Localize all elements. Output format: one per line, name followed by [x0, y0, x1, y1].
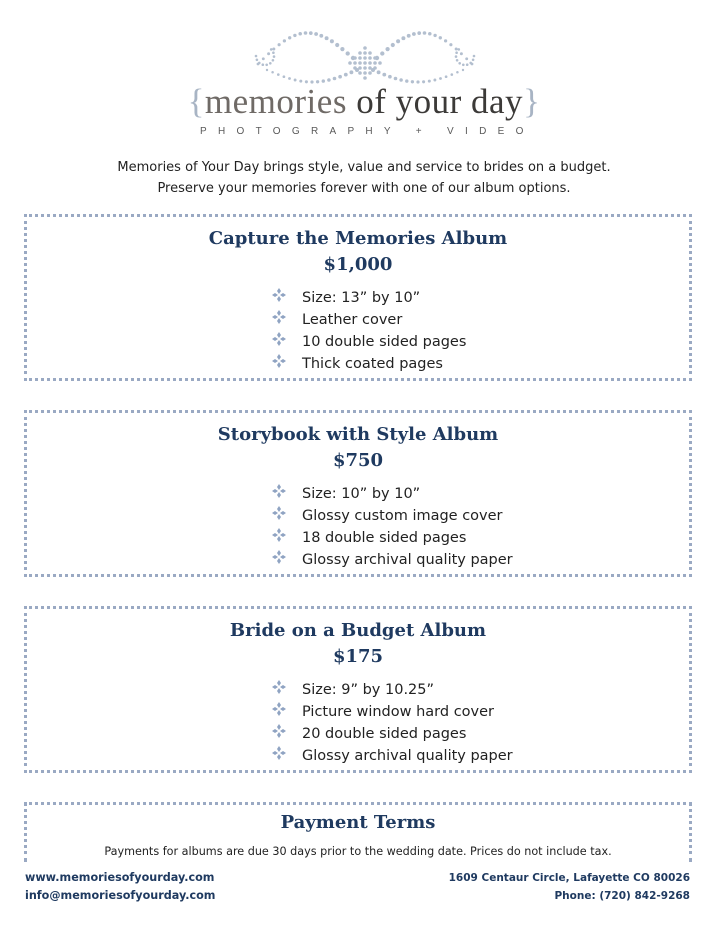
album-price: $1,000 — [323, 254, 393, 275]
brand-brace-open: { — [187, 82, 205, 121]
email-link[interactable]: info@memoriesofyourday.com — [25, 889, 216, 902]
feature-text: Leather cover — [302, 312, 403, 328]
diamond-bullet-icon — [272, 354, 286, 368]
brand-name — [0, 82, 728, 122]
feature-text: Thick coated pages — [302, 356, 443, 372]
album-box-budget — [24, 606, 692, 773]
feature-text: Size: 10” by 10” — [302, 486, 421, 502]
brand-brace-close: } — [523, 82, 541, 121]
footer-address — [449, 869, 690, 905]
diamond-bullet-icon — [272, 528, 286, 542]
payment-title: Payment Terms — [280, 812, 436, 833]
logo — [0, 0, 728, 145]
feature-text: 10 double sided pages — [302, 334, 467, 350]
album-price: $175 — [332, 646, 384, 667]
website-link[interactable]: www.memoriesofyourday.com — [25, 871, 215, 884]
diamond-bullet-icon — [272, 680, 286, 694]
feature-item — [272, 483, 513, 505]
feature-item — [272, 287, 466, 309]
diamond-bullet-icon — [272, 288, 286, 302]
album-title: Bride on a Budget Album — [229, 620, 487, 641]
feature-text: 20 double sided pages — [302, 726, 467, 742]
feature-item — [272, 549, 513, 571]
album-features — [272, 483, 513, 571]
decorative-swirl-icon — [250, 18, 480, 88]
intro-line-2: Preserve your memories forever with one of our album options. — [157, 181, 571, 196]
feature-text: Size: 13” by 10” — [302, 290, 421, 306]
brand-name-part1: memories — [204, 82, 347, 121]
feature-item — [272, 331, 466, 353]
diamond-bullet-icon — [272, 702, 286, 716]
feature-item — [272, 745, 513, 767]
feature-text: Picture window hard cover — [302, 704, 494, 720]
album-box-storybook — [24, 410, 692, 577]
feature-item — [272, 679, 513, 701]
diamond-bullet-icon — [272, 724, 286, 738]
feature-item — [272, 505, 513, 527]
album-features — [272, 679, 513, 767]
feature-text: Glossy archival quality paper — [302, 748, 513, 764]
diamond-bullet-icon — [272, 506, 286, 520]
album-title: Storybook with Style Album — [217, 424, 499, 445]
feature-item — [272, 309, 466, 331]
album-title: Capture the Memories Album — [208, 228, 508, 249]
intro — [0, 157, 728, 199]
footer-contact — [25, 869, 215, 905]
album-price: $750 — [332, 450, 384, 471]
diamond-bullet-icon — [272, 332, 286, 346]
diamond-bullet-icon — [272, 746, 286, 760]
feature-item — [272, 353, 466, 375]
album-features — [272, 287, 466, 375]
album-box-capture — [24, 214, 692, 381]
address-text: 1609 Centaur Circle, Lafayette CO 80026 — [448, 872, 690, 884]
feature-item — [272, 527, 513, 549]
diamond-bullet-icon — [272, 310, 286, 324]
diamond-bullet-icon — [272, 484, 286, 498]
feature-item — [272, 723, 513, 745]
brand-name-part2: of your day — [356, 82, 524, 121]
feature-item — [272, 701, 513, 723]
feature-text: 18 double sided pages — [302, 530, 467, 546]
diamond-bullet-icon — [272, 550, 286, 564]
feature-text: Size: 9” by 10.25” — [302, 682, 435, 698]
payment-terms-box — [24, 802, 692, 862]
intro-line-1: Memories of Your Day brings style, value and service to brides on a budget. — [117, 160, 611, 175]
feature-text: Glossy archival quality paper — [302, 552, 513, 568]
feature-text: Glossy custom image cover — [302, 508, 503, 524]
phone-text: Phone: (720) 842-9268 — [554, 890, 690, 902]
payment-text: Payments for albums are due 30 days prior to the wedding date. Prices do not include tax. — [104, 845, 612, 858]
brand-tagline: PHOTOGRAPHY + VIDEO — [200, 126, 535, 137]
